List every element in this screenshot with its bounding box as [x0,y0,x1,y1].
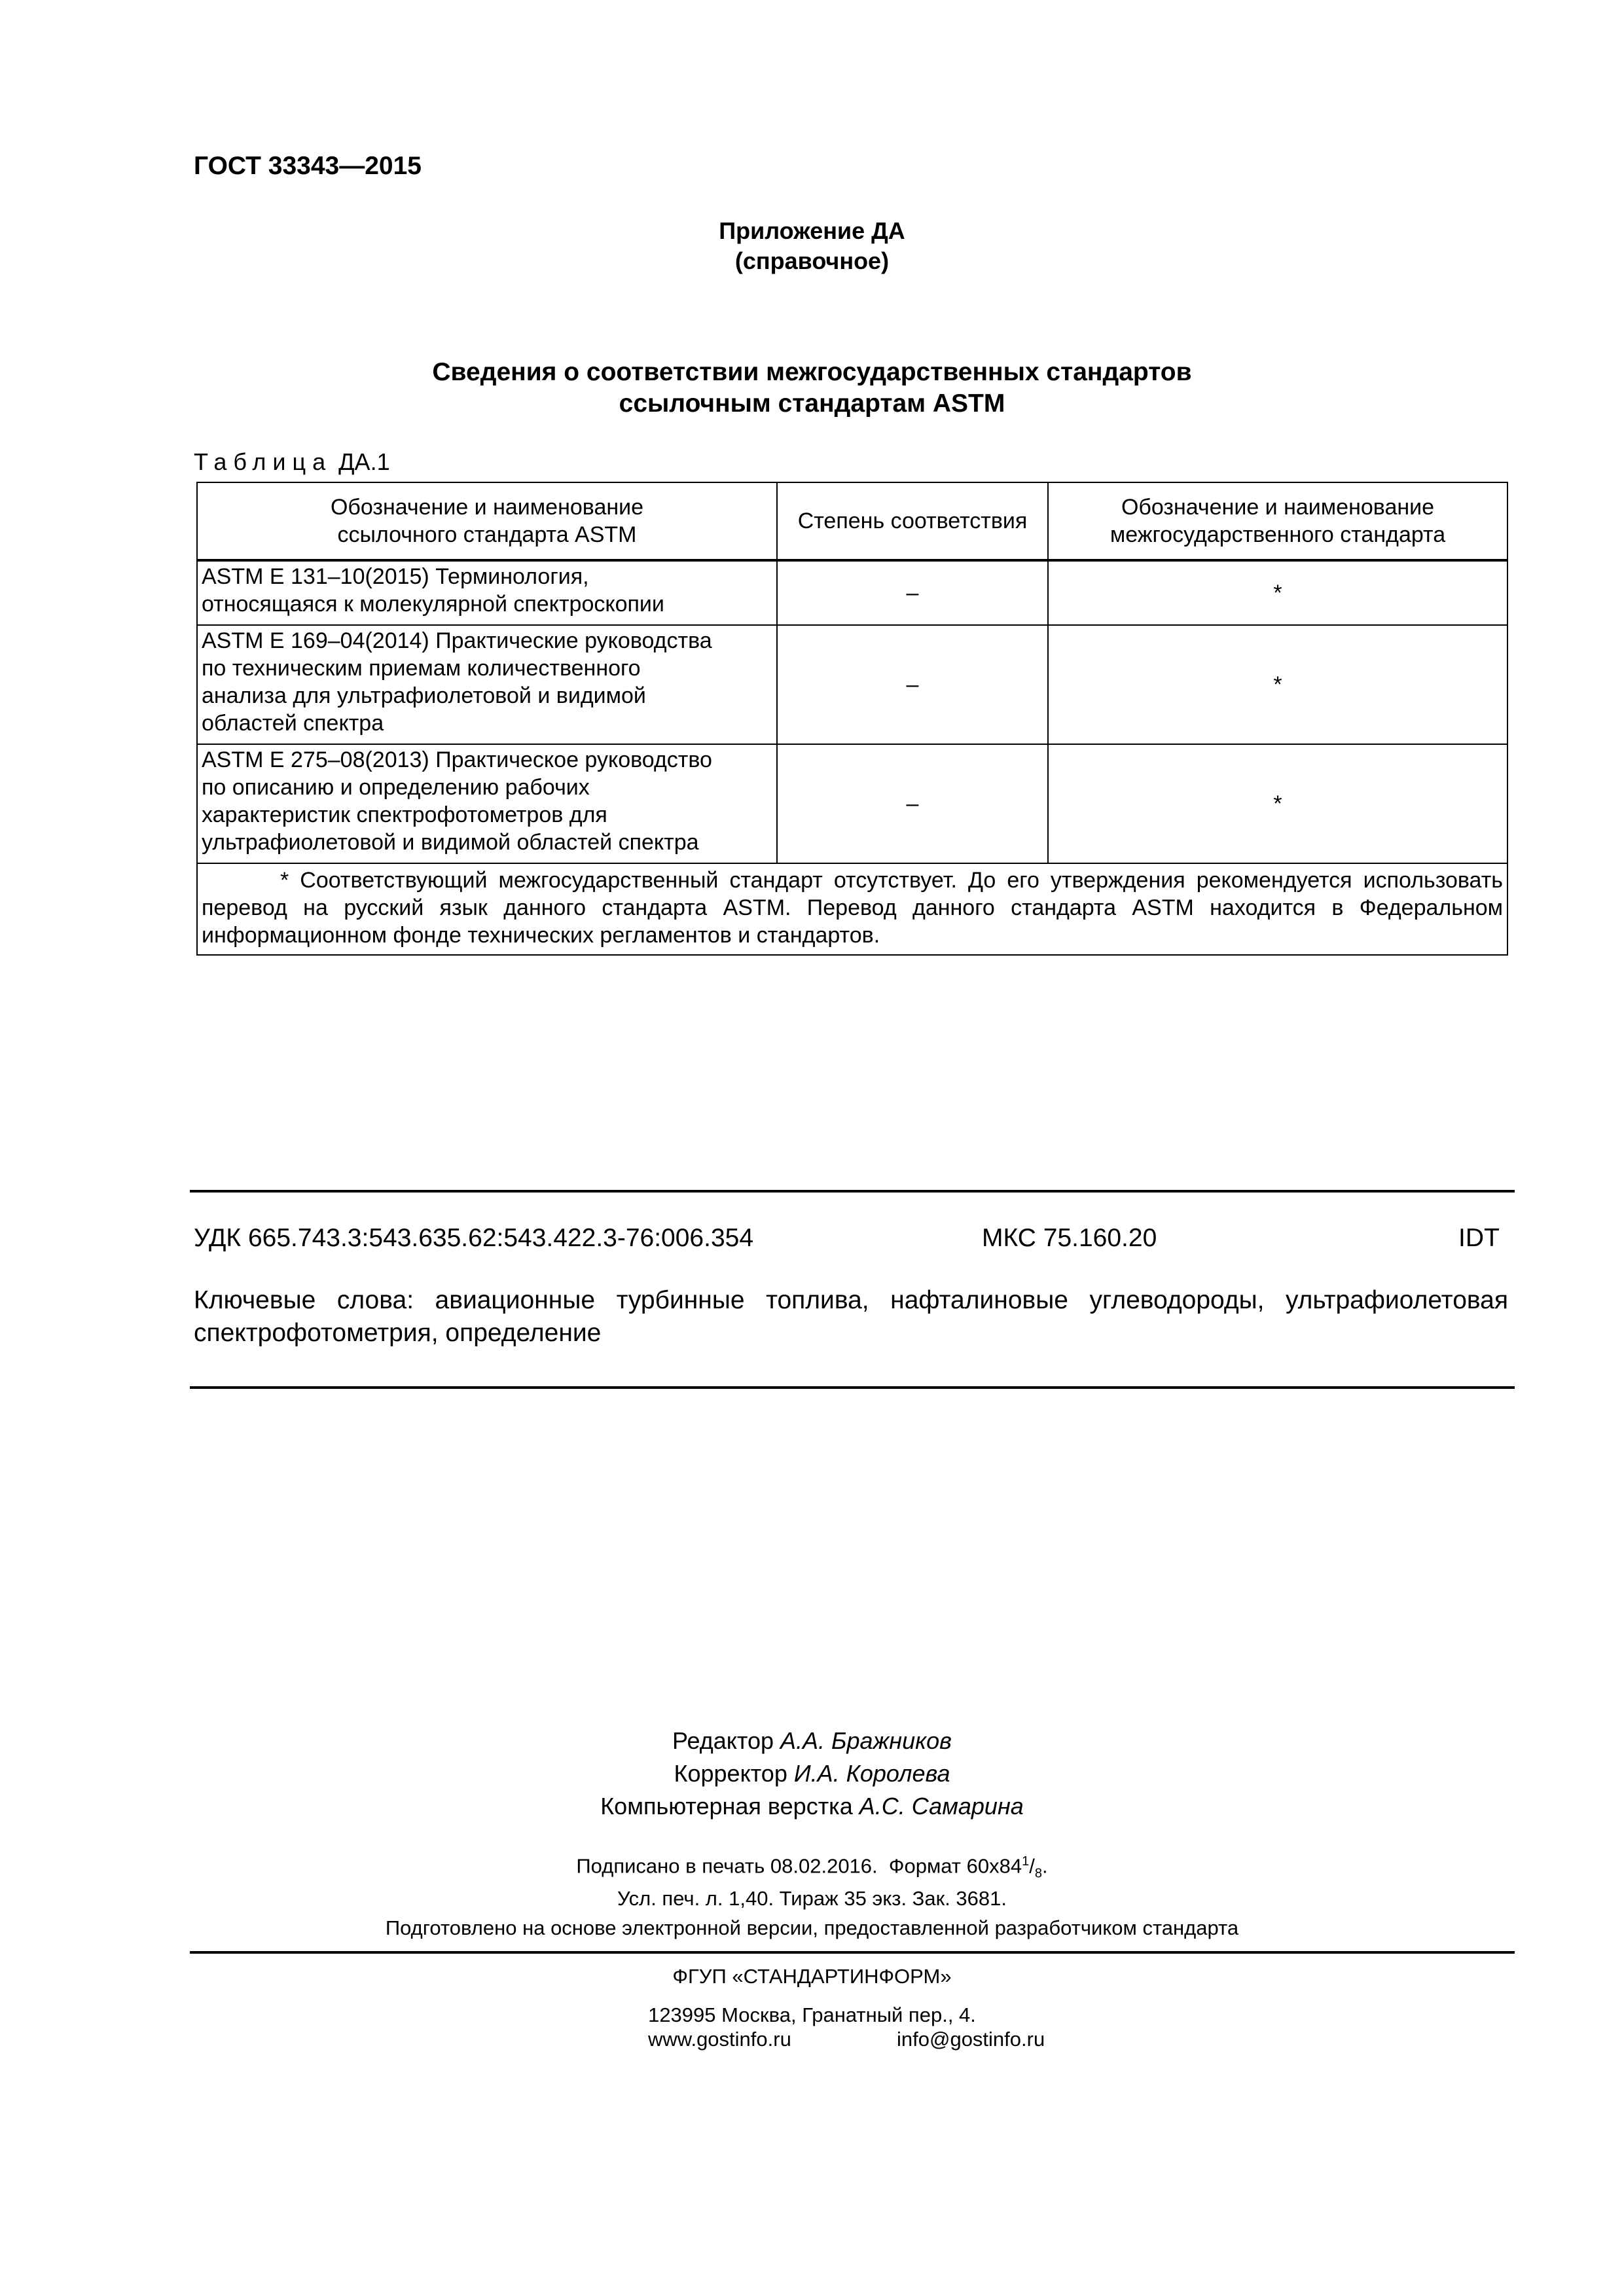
table-row [197,744,1507,863]
editor-line: Редактор А.А. Бражников [672,1727,952,1754]
table-caption [194,448,390,476]
table-footnote: * Соответствующий межгосударственный стандарт отсутствует. До его утверждения рекомендуется использовать перевод на русский язык данного стандарта ASTM. Перевод данного стандарта ASTM находится в Федеральном информационном фонде технических регламентов и стандартов. [197,863,1507,955]
publisher-name: ФГУП «СТАНДАРТИНФОРМ» [672,1965,952,1988]
degree-cell: – [777,744,1048,863]
interstate-cell: * [1048,560,1507,625]
editor-name: А.А. Бражников [780,1727,952,1754]
credits-block [0,1725,1624,1823]
document-code: ГОСТ 33343—2015 [194,152,422,180]
publisher-divider [190,1951,1515,1954]
ref-standard-cell: ASTM E 169–04(2014) Практические руководства по техническим приемам количественного анализа для ультрафиолетовой и видимой областей спектра [197,625,777,744]
header-interstate-standard: Обозначение и наименование межгосударственного стандарта [1048,482,1507,560]
publisher-address: 123995 Москва, Гранатный пер., 4. [648,2003,976,2026]
table-header-row [197,482,1507,560]
prepared-note: Подготовлено на основе электронной версии, предоставленной разработчиком стандарта [385,1916,1239,1939]
table-caption-number: ДА.1 [338,448,390,475]
print-info-line2: Усл. печ. л. 1,40. Тираж 35 экз. Зак. 3681. [617,1886,1007,1910]
publisher-email[interactable]: info@gostinfo.ru [897,2028,1045,2051]
section-title-line2: ссылочным стандартам ASTM [619,389,1005,418]
layout-name: А.С. Самарина [859,1793,1024,1820]
header-ref-standard: Обозначение и наименование ссылочного стандарта ASTM [197,482,777,560]
bottom-divider [190,1386,1515,1389]
degree-cell: – [777,625,1048,744]
udk-code: УДК 665.743.3:543.635.62:543.422.3-76:006.354 [194,1224,754,1252]
appendix-type: (справочное) [734,247,890,274]
print-info [0,1849,1624,1911]
top-divider [190,1190,1515,1193]
appendix-heading [0,216,1624,276]
table-row [197,625,1507,744]
interstate-cell: * [1048,744,1507,863]
corrector-name: И.А. Королева [793,1760,950,1787]
keywords: Ключевые слова: авиационные турбинные топлива, нафталиновые углеводороды, ультрафиолетовая спектрофотометрия, определение [194,1286,1508,1347]
table-row [197,560,1507,625]
mks-code: МКС 75.160.20 [982,1224,1157,1252]
section-title [0,357,1624,420]
table-caption-word: Таблица [194,448,333,475]
idt-label: IDT [1458,1224,1500,1252]
degree-cell: – [777,560,1048,625]
corrector-line: Корректор И.А. Королева [674,1760,950,1787]
ref-standard-cell: ASTM E 131–10(2015) Терминология, относящаяся к молекулярной спектроскопии [197,560,777,625]
interstate-cell: * [1048,625,1507,744]
header-degree: Степень соответствия [777,482,1048,560]
print-info-line1: Подписано в печать 08.02.2016. Формат $60х84^1/_8$. [576,1854,1048,1881]
layout-line: Компьютерная верстка А.С. Самарина [600,1793,1024,1820]
standards-table [196,482,1508,956]
section-title-line1: Сведения о соответствии межгосударственных стандартов [432,358,1192,386]
appendix-title: Приложение ДА [719,217,905,244]
publisher-website[interactable]: www.gostinfo.ru [648,2028,791,2051]
ref-standard-cell: ASTM E 275–08(2013) Практическое руководство по описанию и определению рабочих характеристик спектрофотометров для ультрафиолетовой и видимой областей спектра [197,744,777,863]
table-note-row [197,863,1507,955]
